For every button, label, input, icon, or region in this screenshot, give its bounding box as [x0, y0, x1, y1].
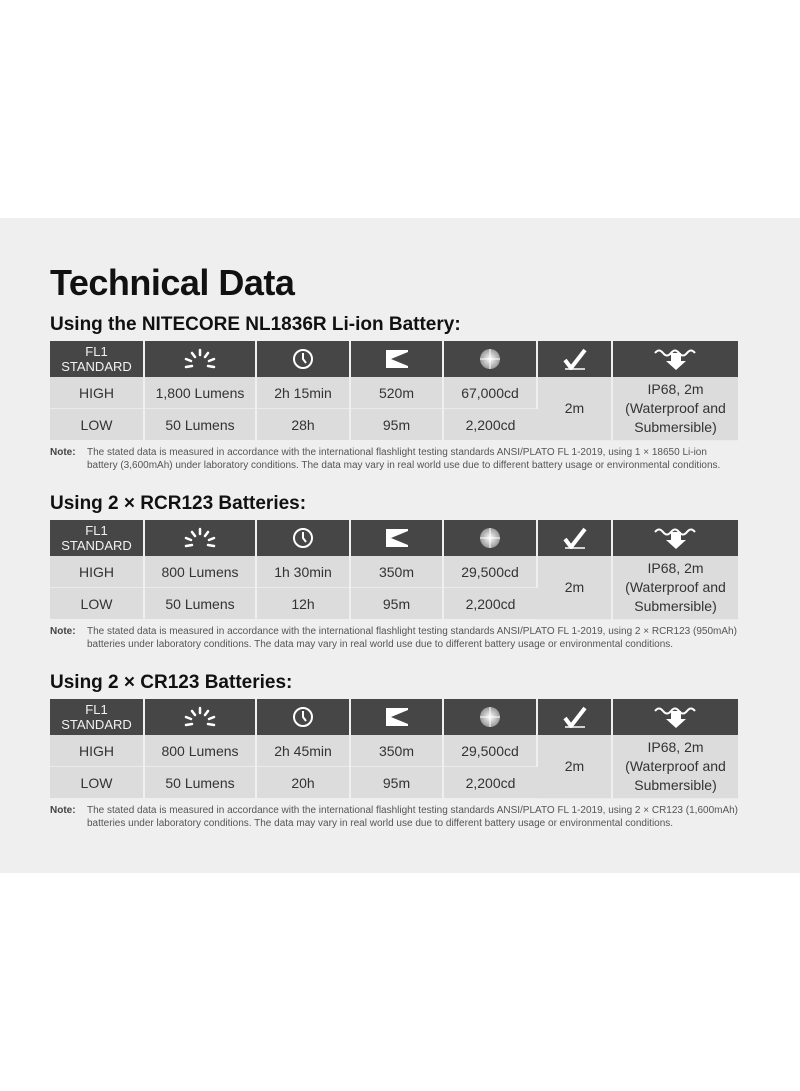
- runtime-clock-icon: [257, 706, 349, 728]
- waterproof-line: IP68, 2m: [647, 380, 704, 397]
- table-cell: 2h 45min: [256, 735, 350, 767]
- header-cell: [443, 699, 537, 735]
- header-cell: [256, 699, 350, 735]
- header-cell: [537, 341, 612, 377]
- table-cell: 2,200cd: [443, 409, 537, 441]
- table-cell: 20h: [256, 767, 350, 799]
- note-label: Note:: [50, 804, 76, 816]
- table-cell: LOW: [50, 409, 144, 441]
- table-cell: 1h 30min: [256, 556, 350, 588]
- battery-section: [50, 671, 740, 830]
- header-cell: [350, 520, 443, 556]
- header-label: FL1: [85, 523, 108, 538]
- header-cell: [144, 341, 256, 377]
- peak-intensity-icon: [444, 706, 536, 728]
- note: [50, 446, 740, 472]
- impact-resistance-icon: [538, 527, 611, 549]
- table-cell: 520m: [350, 377, 443, 409]
- header-label: FL1: [85, 702, 108, 717]
- header-cell: [443, 341, 537, 377]
- section-heading: Using 2 × RCR123 Batteries:: [50, 493, 307, 514]
- beam-distance-icon: [351, 349, 442, 369]
- battery-section: [50, 313, 740, 472]
- battery-section: [50, 492, 740, 651]
- spec-table: [50, 520, 738, 620]
- waterproof-line: (Waterproof and: [625, 578, 726, 595]
- table-cell: LOW: [50, 588, 144, 620]
- table-header-row: [50, 520, 738, 556]
- waterproof-cell: [612, 735, 738, 798]
- runtime-clock-icon: [257, 348, 349, 370]
- impact-resistance-icon: [538, 706, 611, 728]
- waterproof-icon: [613, 347, 738, 371]
- table-cell: 2,200cd: [443, 588, 537, 620]
- header-cell: [612, 520, 738, 556]
- table-cell: 12h: [256, 588, 350, 620]
- table-cell: 95m: [350, 767, 443, 799]
- impact-cell: 2m: [537, 556, 612, 619]
- impact-cell: 2m: [537, 735, 612, 798]
- table-cell: 2h 15min: [256, 377, 350, 409]
- waterproof-line: (Waterproof and: [625, 757, 726, 774]
- table-cell: 350m: [350, 556, 443, 588]
- header-cell: [256, 341, 350, 377]
- table-cell: 67,000cd: [443, 377, 537, 409]
- note-label: Note:: [50, 625, 76, 637]
- waterproof-line: IP68, 2m: [647, 559, 704, 576]
- brightness-icon: [145, 706, 255, 728]
- table-cell: 50 Lumens: [144, 767, 256, 799]
- waterproof-line: (Waterproof and: [625, 399, 726, 416]
- header-label: STANDARD: [61, 717, 132, 732]
- header-fl1-standard: [50, 699, 144, 735]
- header-cell: [612, 341, 738, 377]
- waterproof-line: Submersible): [634, 776, 717, 793]
- table-cell: 50 Lumens: [144, 409, 256, 441]
- table-cell: HIGH: [50, 377, 144, 409]
- table-row: [50, 735, 738, 767]
- table-header-row: [50, 341, 738, 377]
- table-cell: 2,200cd: [443, 767, 537, 799]
- waterproof-line: IP68, 2m: [647, 738, 704, 755]
- header-cell: [350, 341, 443, 377]
- note: [50, 804, 740, 830]
- beam-distance-icon: [351, 707, 442, 727]
- header-fl1-standard: [50, 520, 144, 556]
- table-row: [50, 377, 738, 409]
- header-cell: [443, 520, 537, 556]
- brightness-icon: [145, 527, 255, 549]
- impact-resistance-icon: [538, 348, 611, 370]
- note-text: The stated data is measured in accordance with the international flashlight testing standards ANSI/PLATO FL 1-2019, using 2 × CR123 (1,600mAh) batteries under laboratory conditions. The data may vary in real world use due to different battery usage or environmental conditions.: [87, 804, 739, 829]
- header-cell: [256, 520, 350, 556]
- waterproof-icon: [613, 526, 738, 550]
- header-cell: [144, 699, 256, 735]
- waterproof-cell: [612, 377, 738, 440]
- table-cell: 50 Lumens: [144, 588, 256, 620]
- table-cell: 800 Lumens: [144, 556, 256, 588]
- waterproof-cell: [612, 556, 738, 619]
- note: [50, 625, 740, 651]
- note-text: The stated data is measured in accordance with the international flashlight testing standards ANSI/PLATO FL 1-2019, using 2 × RCR123 (950mAh) batteries under laboratory conditions. The data may vary in real world use due to different battery usage or environmental conditions.: [87, 625, 737, 650]
- peak-intensity-icon: [444, 348, 536, 370]
- spec-table: [50, 341, 738, 441]
- beam-distance-icon: [351, 528, 442, 548]
- page-title: Technical Data: [50, 262, 295, 303]
- table-cell: 800 Lumens: [144, 735, 256, 767]
- header-cell: [537, 520, 612, 556]
- table-cell: 1,800 Lumens: [144, 377, 256, 409]
- impact-cell: 2m: [537, 377, 612, 440]
- runtime-clock-icon: [257, 527, 349, 549]
- peak-intensity-icon: [444, 527, 536, 549]
- table-header-row: [50, 699, 738, 735]
- brightness-icon: [145, 348, 255, 370]
- table-cell: HIGH: [50, 735, 144, 767]
- note-text: The stated data is measured in accordance with the international flashlight testing standards ANSI/PLATO FL 1-2019, using 1 × 18650 Li-ion battery (3,600mAh) under laboratory conditions. The data may vary in real world use due to different battery usage or environmental conditions.: [87, 446, 721, 471]
- header-cell: [612, 699, 738, 735]
- waterproof-line: Submersible): [634, 597, 717, 614]
- note-label: Note:: [50, 446, 76, 458]
- table-cell: 29,500cd: [443, 735, 537, 767]
- table-cell: 29,500cd: [443, 556, 537, 588]
- header-fl1-standard: [50, 341, 144, 377]
- header-cell: [144, 520, 256, 556]
- header-label: FL1: [85, 344, 108, 359]
- waterproof-icon: [613, 705, 738, 729]
- table-cell: 28h: [256, 409, 350, 441]
- table-cell: 95m: [350, 409, 443, 441]
- spec-table: [50, 699, 738, 799]
- table-cell: 350m: [350, 735, 443, 767]
- header-cell: [537, 699, 612, 735]
- section-heading: Using 2 × CR123 Batteries:: [50, 672, 293, 693]
- header-label: STANDARD: [61, 538, 132, 553]
- header-cell: [350, 699, 443, 735]
- table-cell: LOW: [50, 767, 144, 799]
- header-label: STANDARD: [61, 359, 132, 374]
- table-cell: 95m: [350, 588, 443, 620]
- waterproof-line: Submersible): [634, 418, 717, 435]
- table-row: [50, 556, 738, 588]
- table-cell: HIGH: [50, 556, 144, 588]
- section-heading: Using the NITECORE NL1836R Li-ion Battery:: [50, 314, 461, 335]
